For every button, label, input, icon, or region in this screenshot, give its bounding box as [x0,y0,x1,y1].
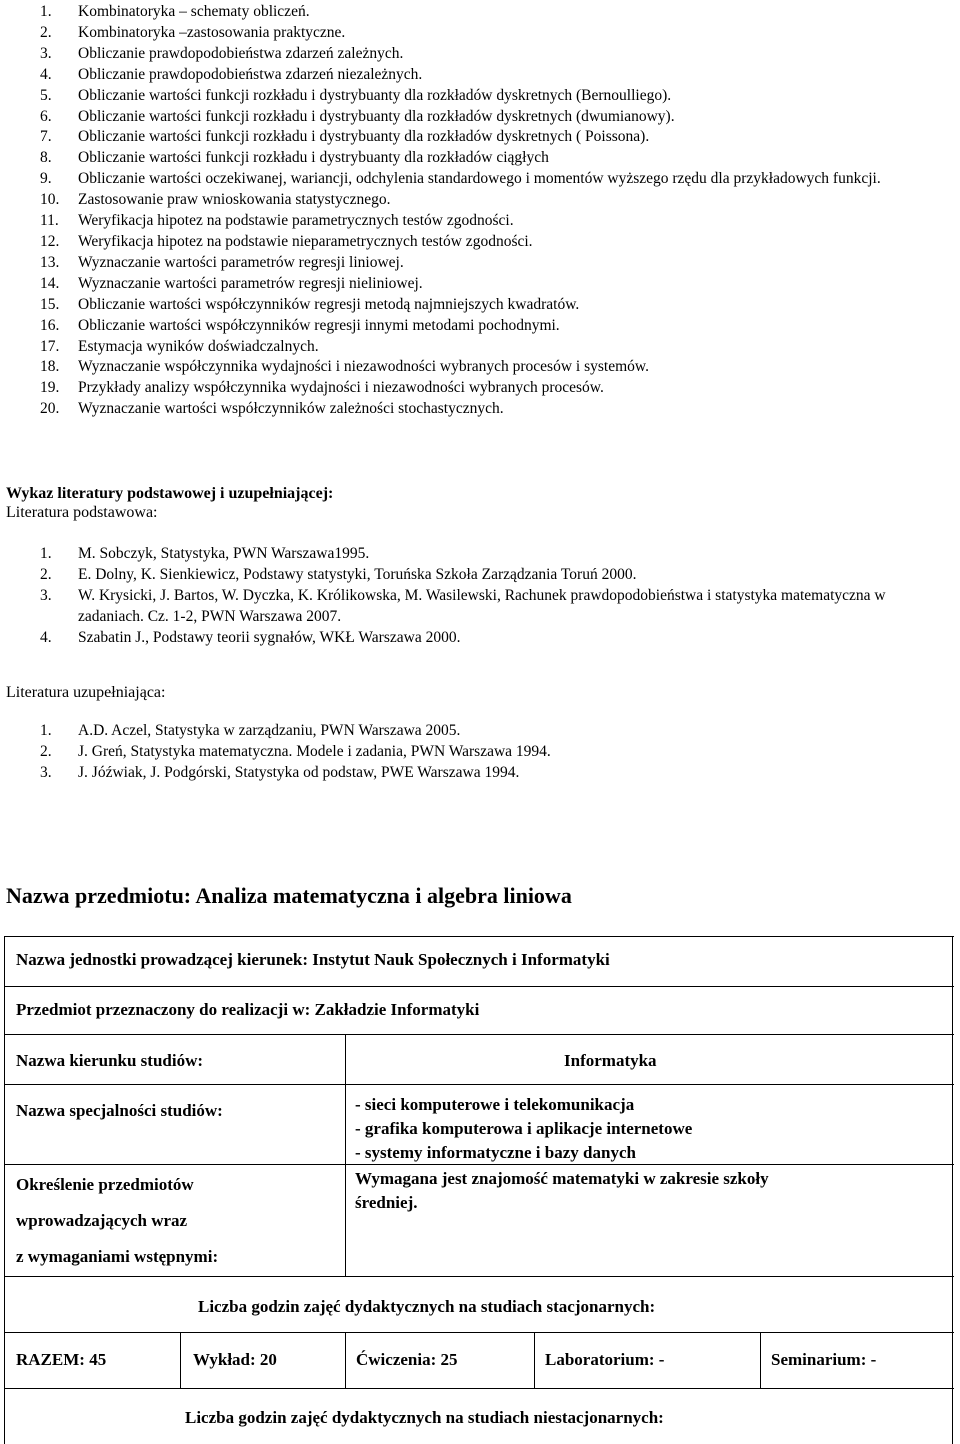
list-item: 7. Obliczanie wartości funkcji rozkładu i dystrybuanty dla rozkładów dyskretnych ( Poissona). [40,128,650,146]
list-item: 17. Estymacja wyników doświadczalnych. [40,337,319,355]
prerequisites-label: Określenie przedmiotów [16,1175,194,1194]
list-item: 1. Kombinatoryka – schematy obliczeń. [40,3,310,20]
table-border [4,1034,954,1035]
hours-lecture: Wykład: 20 [193,1350,277,1369]
subject-form-table [4,936,954,1444]
list-item: 6. Obliczanie wartości funkcji rozkładu i dystrybuanty dla rozkładów dyskretnych (dwumianowy). [40,107,675,125]
table-border [534,1332,535,1388]
specialization-value: - grafika komputerowa i aplikacje internetowe [355,1119,693,1138]
list-item: 8. Obliczanie wartości funkcji rozkładu i dystrybuanty dla rozkładów ciągłych [40,149,549,167]
list-item: 16. Obliczanie wartości współczynników regresji innymi metodami pochodnymi. [40,316,560,334]
table-border [4,986,954,987]
list-item: 5. Obliczanie wartości funkcji rozkładu i dystrybuanty dla rozkładów dyskretnych (Bernoulliego). [40,86,672,104]
specialization-value: - systemy informatyczne i bazy danych [355,1143,636,1162]
table-border [4,1276,954,1277]
hours-exercises: Ćwiczenia: 25 [356,1350,458,1369]
table-border [345,1332,346,1388]
hours-seminar: Seminarium: - [771,1350,877,1369]
list-item: 3. J. Jóźwiak, J. Podgórski, Statystyka od podstaw, PWE Warszawa 1994. [40,764,520,781]
basic-literature-list [40,543,950,648]
table-border [345,1034,346,1276]
list-item: 10. Zastosowanie praw wnioskowania statystycznego. [40,191,391,209]
list-item: 3. Obliczanie prawdopodobieństwa zdarzeń zależnych. [40,44,404,62]
list-item: 15. Obliczanie wartości współczynników regresji metodą najmniejszych kwadratów. [40,295,580,313]
supplementary-literature-heading: Literatura uzupełniająca: [6,684,166,701]
table-border [4,1388,954,1389]
list-item: 4. Szabatin J., Podstawy teorii sygnałów, WKŁ Warszawa 2000. [40,629,461,646]
field-of-study-value: Informatyka [564,1051,657,1070]
list-item: 13. Wyznaczanie wartości parametrów regresji liniowej. [40,253,404,271]
field-of-study-label: Nazwa kierunku studiów: [16,1051,204,1070]
table-border [4,936,954,937]
list-item: 1. A.D. Aczel, Statystyka w zarządzaniu, PWN Warszawa 2005. [40,722,461,739]
table-border [4,936,5,1444]
hours-nonstationary-heading: Liczba godzin zajęć dydaktycznych na studiach niestacjonarnych: [185,1408,664,1427]
unit-name: Nazwa jednostki prowadzącej kierunek: Instytut Nauk Społecznych i Informatyki [16,950,610,969]
list-item: 2. J. Greń, Statystyka matematyczna. Modele i zadania, PWN Warszawa 1994. [40,743,551,760]
hours-total: RAZEM: 45 [16,1350,107,1369]
list-item: 12. Weryfikacja hipotez na podstawie nieparametrycznych testów zgodności. [40,232,533,250]
specialization-value: - sieci komputerowe i telekomunikacja [355,1095,635,1114]
prerequisites-value: średniej. [355,1193,418,1212]
list-item: 3. W. Krysicki, J. Bartos, W. Dyczka, K. Królikowska, M. Wasilewski, Rachunek prawdopodobieństwa i statystyka matematyczna w zadaniach. Cz. 1-2, PWN Warszawa 2007. [40,587,886,625]
prerequisites-value: Wymagana jest znajomość matematyki w zakresie szkoły [355,1169,769,1188]
hours-laboratory: Laboratorium: - [545,1350,665,1369]
list-item: 2. E. Dolny, K. Sienkiewicz, Podstawy statystyki, Toruńska Szkoła Zarządzania Toruń 2000. [40,566,637,583]
realized-in: Przedmiot przeznaczony do realizacji w: Zakładzie Informatyki [16,1000,480,1019]
prerequisites-label: wprowadzających wraz [16,1211,188,1230]
basic-literature-heading: Literatura podstawowa: [6,504,158,521]
list-item: 4. Obliczanie prawdopodobieństwa zdarzeń niezależnych. [40,65,423,83]
hours-stationary-heading: Liczba godzin zajęć dydaktycznych na studiach stacjonarnych: [198,1297,656,1316]
list-item: 9. Obliczanie wartości oczekiwanej, wariancji, odchylenia standardowego i momentów wyższego rzędu dla przykładowych funkcji. [40,170,881,188]
topic-list [40,2,950,420]
table-border [760,1332,761,1388]
list-item: 2. Kombinatoryka –zastosowania praktyczne. [40,23,346,41]
table-border [4,1084,954,1085]
specialization-label: Nazwa specjalności studiów: [16,1101,223,1120]
table-border [4,1332,954,1333]
list-item: 18. Wyznaczanie współczynnika wydajności i niezawodności wybranych procesów i systemów. [40,358,649,376]
subject-title: Nazwa przedmiotu: Analiza matematyczna i algebra liniowa [6,883,572,908]
list-item: 11. Weryfikacja hipotez na podstawie parametrycznych testów zgodności. [40,212,514,230]
table-border [180,1332,181,1388]
list-item: 1. M. Sobczyk, Statystyka, PWN Warszawa1995. [40,545,370,562]
supplementary-literature-list [40,720,950,783]
literature-heading: Wykaz literatury podstawowej i uzupełniającej: [6,485,334,502]
list-item: 14. Wyznaczanie wartości parametrów regresji nieliniowej. [40,274,423,292]
prerequisites-label: z wymaganiami wstępnymi: [16,1247,219,1266]
list-item: 20. Wyznaczanie wartości współczynników zależności stochastycznych. [40,400,504,418]
table-border [952,936,953,1444]
list-item: 19. Przykłady analizy współczynnika wydajności i niezawodności wybranych procesów. [40,379,604,397]
